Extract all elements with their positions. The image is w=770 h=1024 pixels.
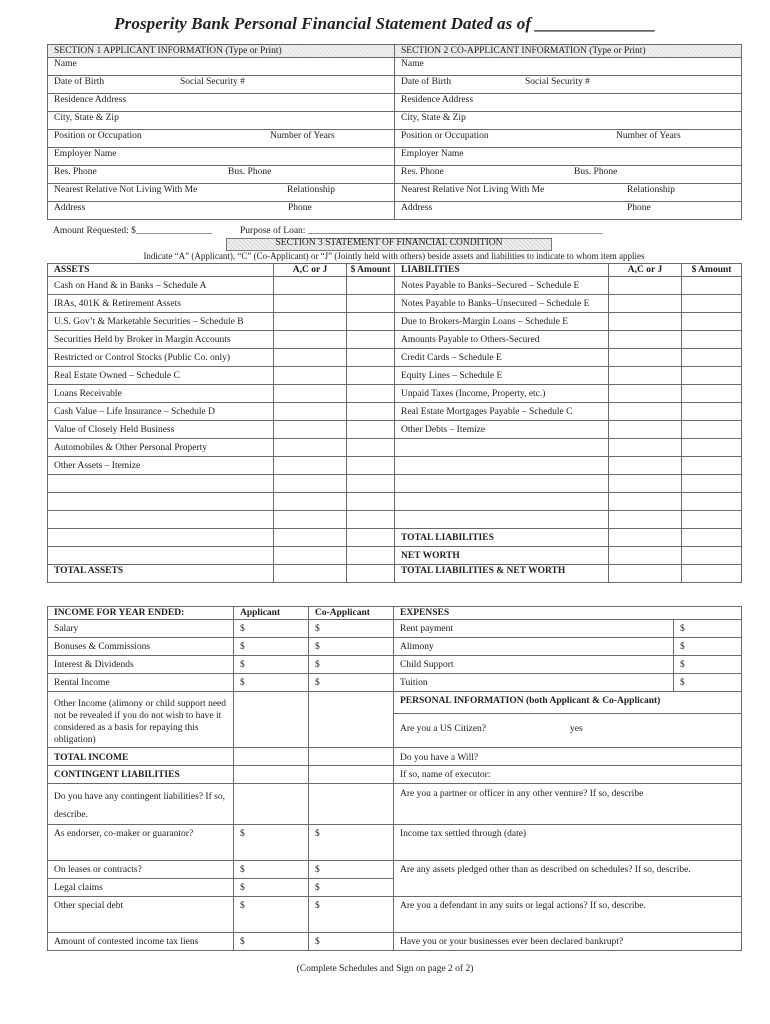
asset-acj-input[interactable] bbox=[274, 367, 347, 385]
section3-header: SECTION 3 STATEMENT OF FINANCIAL CONDITION bbox=[275, 238, 503, 248]
asset-acj-input[interactable] bbox=[274, 349, 347, 367]
special-debt-applicant[interactable]: $ bbox=[234, 897, 309, 933]
pledged-question: Are any assets pledged other than as described on schedules? If so, describe. bbox=[400, 865, 691, 875]
other-income-applicant[interactable] bbox=[234, 692, 309, 748]
coapplicant-city-label: City, State & Zip bbox=[401, 113, 466, 123]
applicant-phone-field[interactable] bbox=[48, 166, 395, 184]
asset-label bbox=[48, 529, 274, 547]
income-row bbox=[48, 620, 742, 638]
bankrupt-question: Have you or your businesses ever been declared bankrupt? bbox=[400, 937, 624, 947]
asset-amount-input[interactable] bbox=[347, 493, 395, 511]
asset-label: Loans Receivable bbox=[48, 385, 274, 403]
asset-acj-input[interactable] bbox=[274, 295, 347, 313]
section1-header: SECTION 1 APPLICANT INFORMATION (Type or Print) bbox=[48, 45, 395, 58]
applicant-city-field[interactable] bbox=[48, 112, 395, 130]
total-liabilities-net-worth-label: TOTAL LIABILITIES & NET WORTH bbox=[395, 565, 609, 583]
asset-amount-input[interactable] bbox=[347, 403, 395, 421]
asset-label: IRAs, 401K & Retirement Assets bbox=[48, 295, 274, 313]
expense-amount-input[interactable]: $ bbox=[674, 638, 742, 656]
leases-label: On leases or contracts? bbox=[48, 861, 234, 879]
applicant-name-field[interactable] bbox=[48, 58, 395, 76]
total-income-coapplicant[interactable] bbox=[309, 748, 394, 766]
liability-amount-input[interactable] bbox=[682, 295, 742, 313]
liability-label bbox=[395, 439, 609, 457]
partner-question: Are you a partner or officer in any other venture? If so, describe bbox=[400, 789, 644, 799]
coapplicant-name-label: Name bbox=[401, 59, 424, 69]
endorser-label: As endorser, co-maker or guarantor? bbox=[48, 825, 234, 861]
contested-liens-label: Amount of contested income tax liens bbox=[48, 933, 234, 951]
total-liab-nw-amount[interactable] bbox=[682, 565, 742, 583]
financial-row bbox=[48, 421, 742, 439]
financial-row bbox=[48, 349, 742, 367]
liability-acj-input[interactable] bbox=[609, 349, 682, 367]
contested-liens-coapplicant[interactable]: $ bbox=[309, 933, 394, 951]
income-applicant-input[interactable]: $ bbox=[234, 620, 309, 638]
income-row bbox=[48, 656, 742, 674]
liability-label: NET WORTH bbox=[395, 547, 609, 565]
defendant-question: Are you a defendant in any suits or legal actions? If so, describe. bbox=[400, 901, 646, 911]
expense-label: Tuition bbox=[394, 674, 674, 692]
asset-label: Restricted or Control Stocks (Public Co. only) bbox=[48, 349, 274, 367]
liability-label bbox=[395, 511, 609, 529]
financial-row bbox=[48, 385, 742, 403]
income-applicant-input[interactable]: $ bbox=[234, 656, 309, 674]
income-label: Salary bbox=[48, 620, 234, 638]
asset-acj-input[interactable] bbox=[274, 475, 347, 493]
total-income-applicant[interactable] bbox=[234, 748, 309, 766]
asset-acj-input[interactable] bbox=[274, 511, 347, 529]
income-coapplicant-input[interactable]: $ bbox=[309, 620, 394, 638]
total-assets-acj[interactable] bbox=[274, 565, 347, 583]
contested-liens-applicant[interactable]: $ bbox=[234, 933, 309, 951]
footer-note: (Complete Schedules and Sign on page 2 of 2) bbox=[296, 964, 474, 974]
financial-row bbox=[48, 439, 742, 457]
total-income-label: TOTAL INCOME bbox=[48, 748, 234, 766]
legal-claims-coapplicant[interactable]: $ bbox=[309, 879, 394, 897]
applicant-address-label: Residence Address bbox=[54, 95, 127, 105]
financial-row bbox=[48, 295, 742, 313]
liability-acj-input[interactable] bbox=[609, 403, 682, 421]
applicant-position-field[interactable] bbox=[48, 130, 395, 148]
income-label: Interest & Dividends bbox=[48, 656, 234, 674]
financial-row bbox=[48, 331, 742, 349]
endorser-applicant[interactable]: $ bbox=[234, 825, 309, 861]
asset-amount-input[interactable] bbox=[347, 367, 395, 385]
coapplicant-dob-label: Date of Birth bbox=[401, 77, 452, 87]
asset-label: Automobiles & Other Personal Property bbox=[48, 439, 274, 457]
asset-amount-input[interactable] bbox=[347, 529, 395, 547]
total-assets-label: TOTAL ASSETS bbox=[48, 565, 274, 583]
contingent-describe: describe. bbox=[54, 810, 89, 820]
coapplicant-res-phone-label: Res. Phone bbox=[401, 167, 444, 177]
will-label: Do you have a Will? bbox=[400, 753, 479, 763]
special-debt-label: Other special debt bbox=[48, 897, 234, 933]
income-expenses-table bbox=[47, 606, 742, 951]
coapplicant-employer-field[interactable] bbox=[395, 148, 742, 166]
applicant-dob-label: Date of Birth bbox=[54, 77, 105, 87]
assets-liabilities-table bbox=[47, 263, 742, 583]
liability-amount-input[interactable] bbox=[682, 403, 742, 421]
liability-label: Due to Brokers-Margin Loans – Schedule E bbox=[395, 313, 609, 331]
applicant-rel-phone-label: Phone bbox=[288, 203, 312, 213]
financial-row bbox=[48, 511, 742, 529]
liability-amount-input[interactable] bbox=[682, 313, 742, 331]
contingent-applicant[interactable] bbox=[234, 784, 309, 825]
applicant-relative-label: Nearest Relative Not Living With Me bbox=[54, 185, 198, 195]
asset-amount-input[interactable] bbox=[347, 313, 395, 331]
liability-label bbox=[395, 493, 609, 511]
applicant-rel-address-field[interactable] bbox=[48, 202, 395, 220]
liability-acj-input[interactable] bbox=[609, 295, 682, 313]
purpose-of-loan-field[interactable]: Purpose of Loan: ______________________________________________________________ bbox=[240, 226, 603, 236]
legal-claims-applicant[interactable]: $ bbox=[234, 879, 309, 897]
liability-amount-input[interactable] bbox=[682, 421, 742, 439]
asset-acj-input[interactable] bbox=[274, 457, 347, 475]
income-row bbox=[48, 638, 742, 656]
pledged-field[interactable] bbox=[394, 861, 742, 897]
asset-amount-input[interactable] bbox=[347, 277, 395, 295]
financial-row bbox=[48, 547, 742, 565]
personal-info-cell bbox=[394, 692, 742, 748]
asset-acj-input[interactable] bbox=[274, 313, 347, 331]
income-applicant-input[interactable]: $ bbox=[234, 674, 309, 692]
us-citizen-yes: yes bbox=[570, 724, 583, 734]
liability-acj-input[interactable] bbox=[609, 277, 682, 295]
tax-settled-field[interactable] bbox=[394, 825, 742, 861]
financial-row bbox=[48, 457, 742, 475]
applicant-bus-phone-label: Bus. Phone bbox=[228, 167, 272, 177]
liability-acj-input[interactable] bbox=[609, 367, 682, 385]
liabilities-header: LIABILITIES bbox=[395, 264, 609, 277]
asset-acj-input[interactable] bbox=[274, 277, 347, 295]
liability-label bbox=[395, 457, 609, 475]
asset-amount-input[interactable] bbox=[347, 295, 395, 313]
liability-label: Unpaid Taxes (Income, Property, etc.) bbox=[395, 385, 609, 403]
liabilities-amount-header: $ Amount bbox=[682, 264, 742, 277]
asset-label: U.S. Gov’t & Marketable Securities – Schedule B bbox=[48, 313, 274, 331]
coapplicant-address-field[interactable] bbox=[395, 94, 742, 112]
liability-acj-input[interactable] bbox=[609, 511, 682, 529]
asset-acj-input[interactable] bbox=[274, 547, 347, 565]
liability-amount-input[interactable] bbox=[682, 547, 742, 565]
liability-amount-input[interactable] bbox=[682, 331, 742, 349]
other-income-label: Other Income (alimony or child support need not be revealed if you do not wish to have it considered as a basis for repaying this obligation) bbox=[48, 692, 234, 748]
assets-acj-header: A,C or J bbox=[274, 264, 347, 277]
coapplicant-phone-field[interactable] bbox=[395, 166, 742, 184]
asset-label bbox=[48, 547, 274, 565]
contingent-question-cell bbox=[48, 784, 234, 825]
asset-acj-input[interactable] bbox=[274, 493, 347, 511]
liability-acj-input[interactable] bbox=[609, 475, 682, 493]
liability-label: Equity Lines – Schedule E bbox=[395, 367, 609, 385]
tax-settled-label: Income tax settled through (date) bbox=[400, 829, 527, 839]
coapplicant-column-header: Co-Applicant bbox=[309, 607, 394, 620]
executor-field[interactable] bbox=[394, 766, 742, 784]
applicant-res-phone-label: Res. Phone bbox=[54, 167, 97, 177]
asset-amount-input[interactable] bbox=[347, 385, 395, 403]
coapplicant-rel-address-label: Address bbox=[401, 203, 433, 213]
asset-amount-input[interactable] bbox=[347, 349, 395, 367]
income-row bbox=[48, 674, 742, 692]
coapplicant-years-label: Number of Years bbox=[616, 131, 681, 141]
leases-applicant[interactable]: $ bbox=[234, 861, 309, 879]
applicant-city-label: City, State & Zip bbox=[54, 113, 119, 123]
other-income-coapplicant[interactable] bbox=[309, 692, 394, 748]
liability-label: Credit Cards – Schedule E bbox=[395, 349, 609, 367]
financial-row bbox=[48, 493, 742, 511]
liability-acj-input[interactable] bbox=[609, 313, 682, 331]
coapplicant-name-field[interactable] bbox=[395, 58, 742, 76]
applicant-column-header: Applicant bbox=[234, 607, 309, 620]
liability-amount-input[interactable] bbox=[682, 493, 742, 511]
executor-label: If so, name of executor: bbox=[400, 770, 491, 780]
liability-acj-input[interactable] bbox=[609, 529, 682, 547]
coapplicant-address-label: Residence Address bbox=[401, 95, 474, 105]
asset-label: Real Estate Owned – Schedule C bbox=[48, 367, 274, 385]
contingent-blank-2 bbox=[309, 766, 394, 784]
financial-row bbox=[48, 475, 742, 493]
coapplicant-employer-label: Employer Name bbox=[401, 149, 464, 159]
liability-label: Amounts Payable to Others-Secured bbox=[395, 331, 609, 349]
asset-amount-input[interactable] bbox=[347, 331, 395, 349]
leases-coapplicant[interactable]: $ bbox=[309, 861, 394, 879]
liability-label: Notes Payable to Banks–Secured – Schedule E bbox=[395, 277, 609, 295]
asset-amount-input[interactable] bbox=[347, 475, 395, 493]
liability-amount-input[interactable] bbox=[682, 475, 742, 493]
assets-amount-header: $ Amount bbox=[347, 264, 395, 277]
page-title: Prosperity Bank Personal Financial Statement Dated as of ______________ bbox=[114, 14, 656, 33]
asset-label: Other Assets – Itemize bbox=[48, 457, 274, 475]
asset-label bbox=[48, 511, 274, 529]
expense-label: Child Support bbox=[394, 656, 674, 674]
applicant-relationship-label: Relationship bbox=[287, 185, 336, 195]
asset-amount-input[interactable] bbox=[347, 421, 395, 439]
financial-row bbox=[48, 403, 742, 421]
applicant-dob-ssn-field[interactable] bbox=[48, 76, 395, 94]
liability-acj-input[interactable] bbox=[609, 547, 682, 565]
income-label: Bonuses & Commissions bbox=[48, 638, 234, 656]
personal-info-header: PERSONAL INFORMATION (both Applicant & Co-Applicant) bbox=[394, 692, 741, 714]
legal-claims-label: Legal claims bbox=[48, 879, 234, 897]
expense-label: Rent payment bbox=[394, 620, 674, 638]
income-coapplicant-input[interactable]: $ bbox=[309, 656, 394, 674]
contingent-coapplicant[interactable] bbox=[309, 784, 394, 825]
asset-acj-input[interactable] bbox=[274, 439, 347, 457]
asset-label bbox=[48, 475, 274, 493]
total-liab-nw-acj[interactable] bbox=[609, 565, 682, 583]
asset-amount-input[interactable] bbox=[347, 511, 395, 529]
contingent-liabilities-header: CONTINGENT LIABILITIES bbox=[48, 766, 234, 784]
applicant-years-label: Number of Years bbox=[270, 131, 335, 141]
financial-row bbox=[48, 367, 742, 385]
partner-field[interactable] bbox=[394, 784, 742, 825]
asset-label: Cash Value – Life Insurance – Schedule D bbox=[48, 403, 274, 421]
asset-label: Securities Held by Broker in Margin Accounts bbox=[48, 331, 274, 349]
asset-label: Value of Closely Held Business bbox=[48, 421, 274, 439]
coapplicant-relative-label: Nearest Relative Not Living With Me bbox=[401, 185, 545, 195]
contingent-blank-1 bbox=[234, 766, 309, 784]
amount-requested-field[interactable]: Amount Requested: $________________ bbox=[53, 226, 212, 236]
expense-amount-input[interactable]: $ bbox=[674, 656, 742, 674]
liability-amount-input[interactable] bbox=[682, 277, 742, 295]
coapplicant-rel-address-field[interactable] bbox=[395, 202, 742, 220]
applicant-employer-label: Employer Name bbox=[54, 149, 117, 159]
asset-acj-input[interactable] bbox=[274, 385, 347, 403]
applicant-address-field[interactable] bbox=[48, 94, 395, 112]
liability-label: Other Debts – Itemize bbox=[395, 421, 609, 439]
coapplicant-dob-ssn-field[interactable] bbox=[395, 76, 742, 94]
applicant-relative-field[interactable] bbox=[48, 184, 395, 202]
financial-row bbox=[48, 529, 742, 547]
asset-acj-input[interactable] bbox=[274, 403, 347, 421]
asset-amount-input[interactable] bbox=[347, 547, 395, 565]
coapplicant-ssn-label: Social Security # bbox=[525, 77, 590, 87]
expenses-header: EXPENSES bbox=[394, 607, 742, 620]
applicant-name-label: Name bbox=[54, 59, 77, 69]
expense-label: Alimony bbox=[394, 638, 674, 656]
asset-acj-input[interactable] bbox=[274, 421, 347, 439]
liability-amount-input[interactable] bbox=[682, 385, 742, 403]
financial-row bbox=[48, 277, 742, 295]
liability-amount-input[interactable] bbox=[682, 349, 742, 367]
liability-acj-input[interactable] bbox=[609, 457, 682, 475]
liability-acj-input[interactable] bbox=[609, 439, 682, 457]
will-field[interactable] bbox=[394, 748, 742, 766]
asset-amount-input[interactable] bbox=[347, 457, 395, 475]
endorser-coapplicant[interactable]: $ bbox=[309, 825, 394, 861]
liability-amount-input[interactable] bbox=[682, 457, 742, 475]
asset-label: Cash on Hand & in Banks – Schedule A bbox=[48, 277, 274, 295]
liability-acj-input[interactable] bbox=[609, 385, 682, 403]
financial-row bbox=[48, 313, 742, 331]
asset-amount-input[interactable] bbox=[347, 439, 395, 457]
bankrupt-field[interactable] bbox=[394, 933, 742, 951]
section3-instruction: Indicate “A” (Applicant), “C” (Co-Applicant) or “J” (Jointly held with others) beside assets and liabilities to indicate to whom item applies bbox=[143, 251, 645, 261]
liability-label: Notes Payable to Banks–Unsecured – Schedule E bbox=[395, 295, 609, 313]
defendant-field[interactable] bbox=[394, 897, 742, 933]
income-applicant-input[interactable]: $ bbox=[234, 638, 309, 656]
liability-acj-input[interactable] bbox=[609, 421, 682, 439]
coapplicant-bus-phone-label: Bus. Phone bbox=[574, 167, 618, 177]
special-debt-coapplicant[interactable]: $ bbox=[309, 897, 394, 933]
liability-acj-input[interactable] bbox=[609, 493, 682, 511]
applicant-position-label: Position or Occupation bbox=[54, 131, 142, 141]
us-citizen-field[interactable] bbox=[394, 714, 741, 735]
coapplicant-rel-phone-label: Phone bbox=[627, 203, 651, 213]
income-coapplicant-input[interactable]: $ bbox=[309, 638, 394, 656]
liabilities-acj-header: A,C or J bbox=[609, 264, 682, 277]
liability-amount-input[interactable] bbox=[682, 511, 742, 529]
applicant-info-table bbox=[47, 44, 742, 220]
liability-amount-input[interactable] bbox=[682, 439, 742, 457]
coapplicant-position-label: Position or Occupation bbox=[401, 131, 489, 141]
contingent-question: Do you have any contingent liabilities? If so, bbox=[54, 792, 225, 802]
expense-amount-input[interactable]: $ bbox=[674, 620, 742, 638]
income-header: INCOME FOR YEAR ENDED: bbox=[48, 607, 234, 620]
assets-header: ASSETS bbox=[48, 264, 274, 277]
applicant-rel-address-label: Address bbox=[54, 203, 86, 213]
liability-acj-input[interactable] bbox=[609, 331, 682, 349]
liability-amount-input[interactable] bbox=[682, 529, 742, 547]
coapplicant-relationship-label: Relationship bbox=[627, 185, 676, 195]
expense-amount-input[interactable]: $ bbox=[674, 674, 742, 692]
asset-label bbox=[48, 493, 274, 511]
asset-acj-input[interactable] bbox=[274, 529, 347, 547]
coapplicant-city-field[interactable] bbox=[395, 112, 742, 130]
coapplicant-position-field[interactable] bbox=[395, 130, 742, 148]
us-citizen-label: Are you a US Citizen? bbox=[400, 724, 487, 734]
applicant-employer-field[interactable] bbox=[48, 148, 395, 166]
income-label: Rental Income bbox=[48, 674, 234, 692]
liability-label: Real Estate Mortgages Payable – Schedule C bbox=[395, 403, 609, 421]
section2-header: SECTION 2 CO-APPLICANT INFORMATION (Type or Print) bbox=[395, 45, 742, 58]
applicant-ssn-label: Social Security # bbox=[180, 77, 245, 87]
coapplicant-relative-field[interactable] bbox=[395, 184, 742, 202]
liability-label: TOTAL LIABILITIES bbox=[395, 529, 609, 547]
liability-label bbox=[395, 475, 609, 493]
income-coapplicant-input[interactable]: $ bbox=[309, 674, 394, 692]
liability-amount-input[interactable] bbox=[682, 367, 742, 385]
total-assets-amount[interactable] bbox=[347, 565, 395, 583]
asset-acj-input[interactable] bbox=[274, 331, 347, 349]
